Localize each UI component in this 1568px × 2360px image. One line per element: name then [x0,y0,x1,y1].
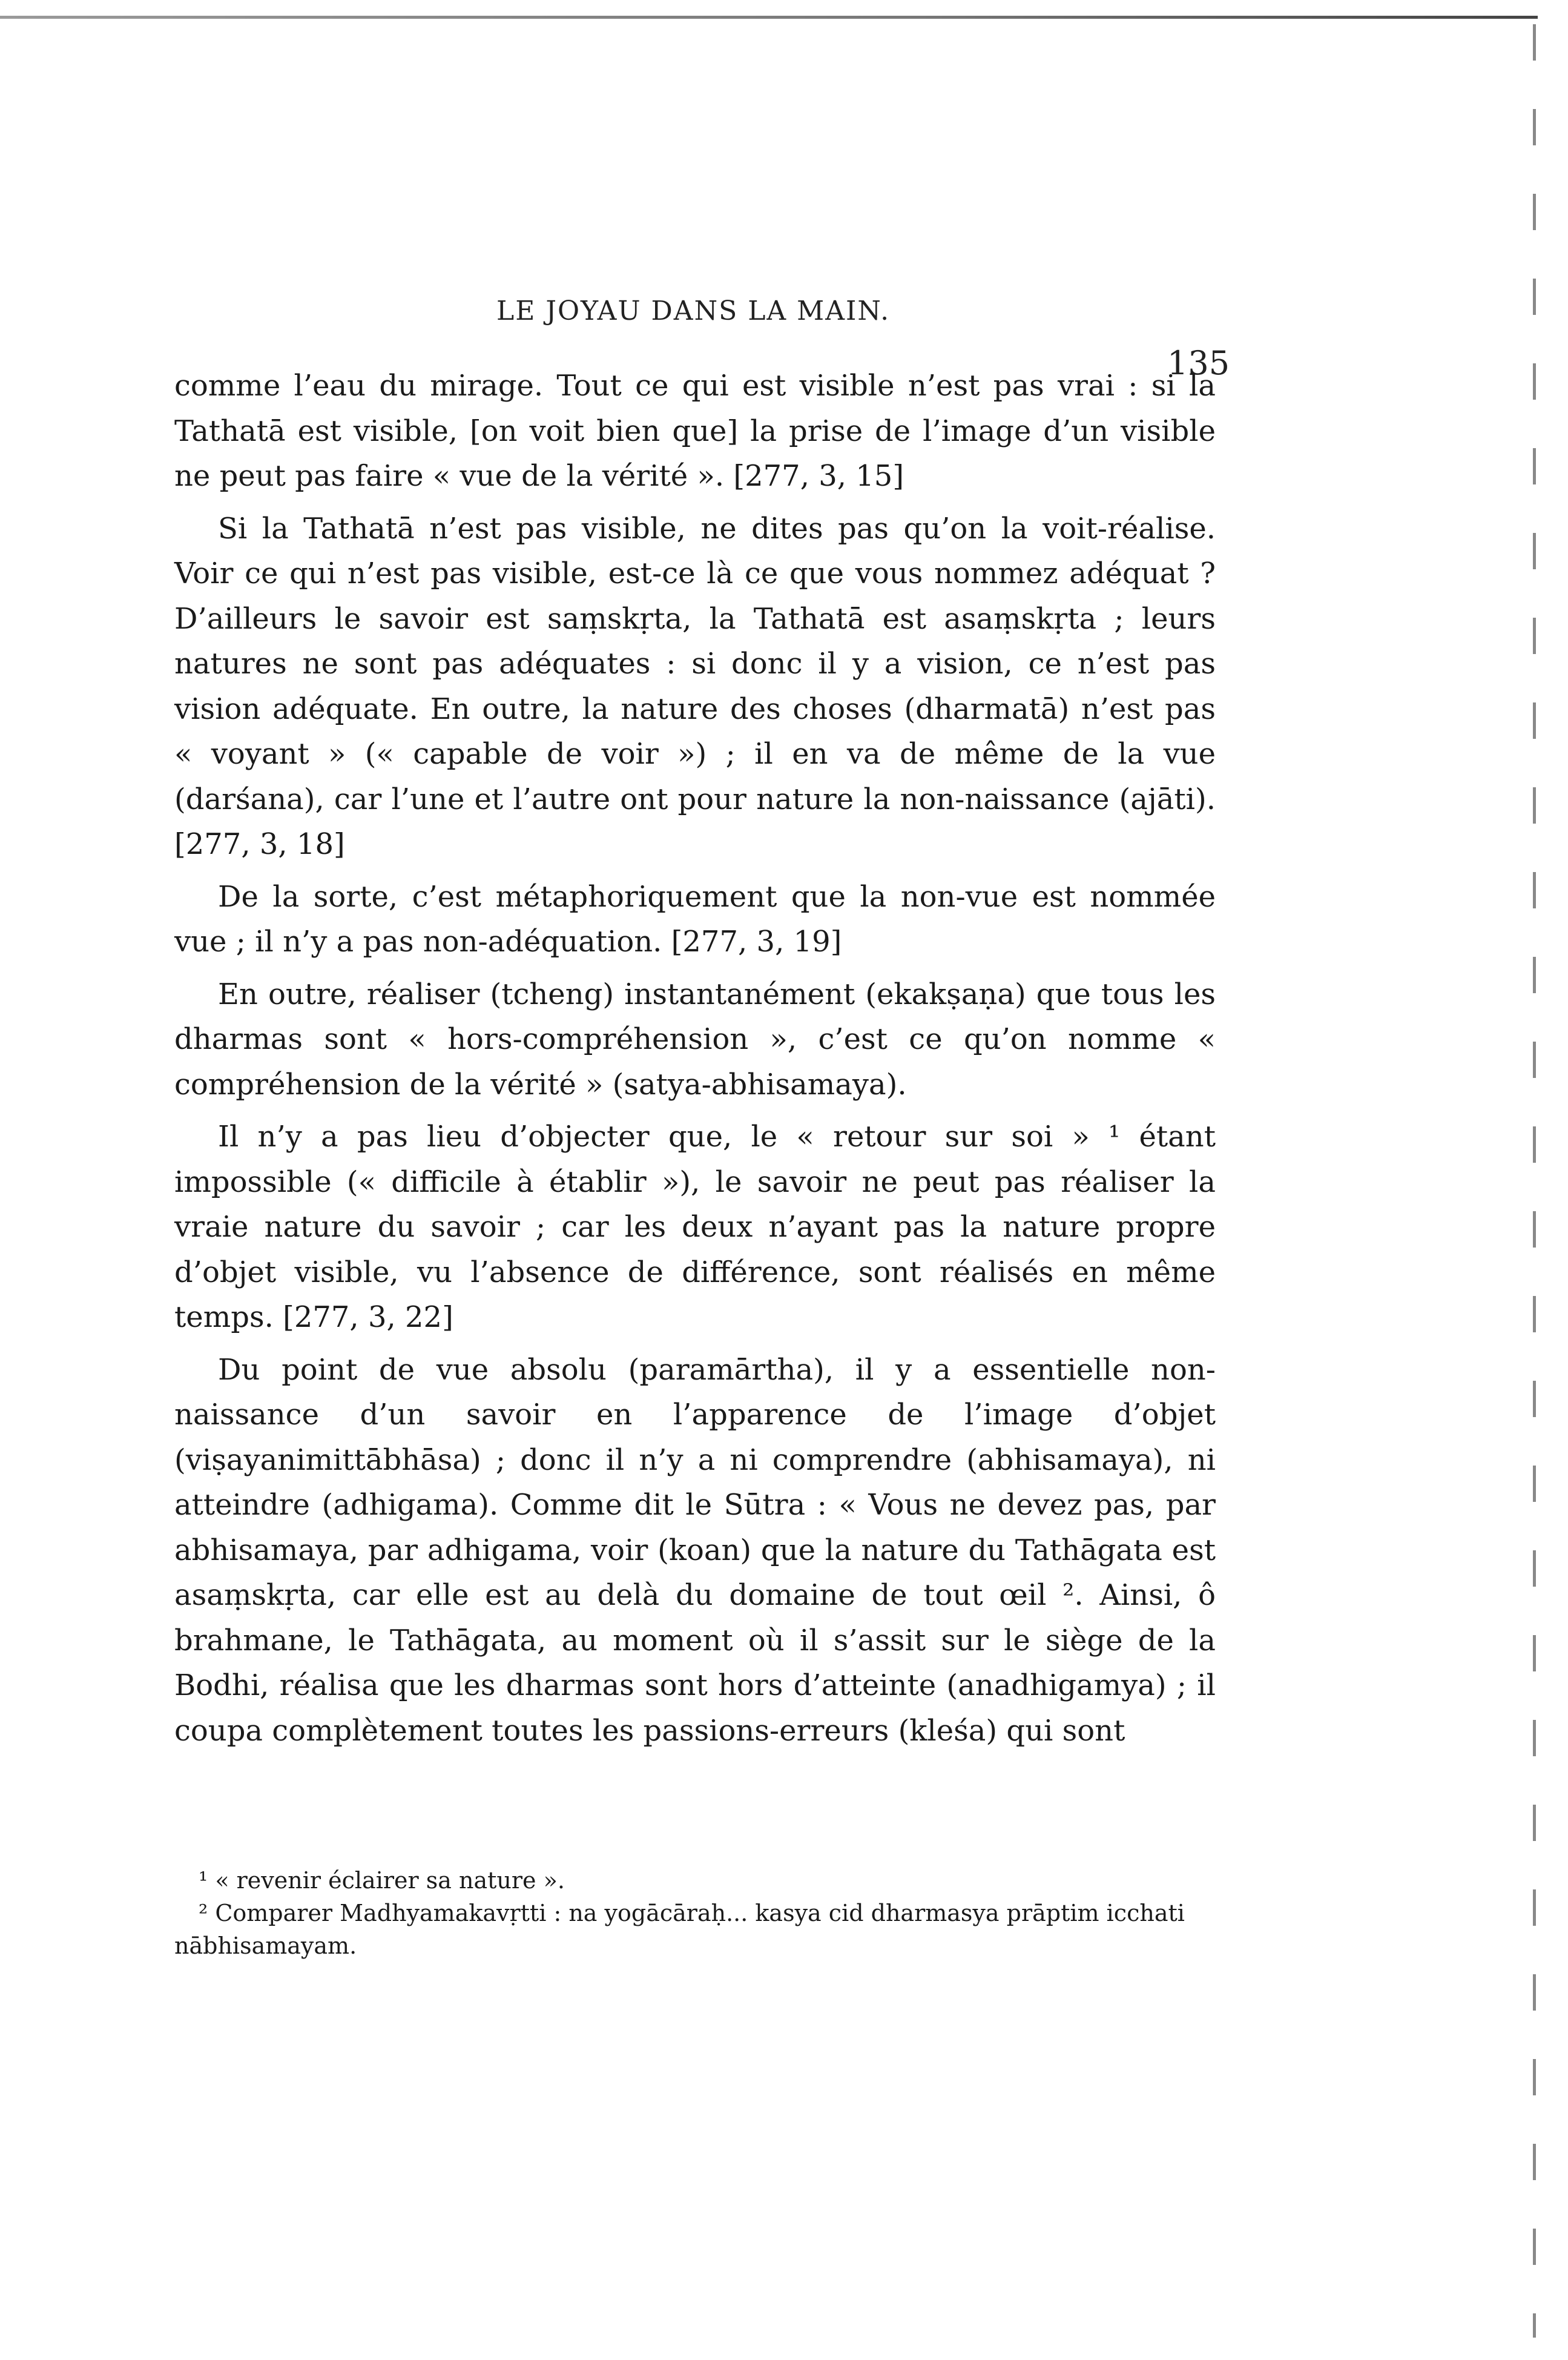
paragraph-4: En outre, réaliser (tcheng) instantanément (ekakṣaṇa) que tous les dharmas sont « hors-compréhension », c’est ce qu’on nomme « compréhension de la vérité » (satya-abhisamaya). [174,977,1216,1102]
paragraph-5: Il n’y a pas lieu d’objecter que, le « retour sur soi » ¹ étant impossible (« difficile à établir »), le savoir ne peut pas réaliser la vraie nature du savoir ; car les deux n’ayant pas la nature propre d’objet visible, vu l’absence de différence, sont réalisés en même temps. [277, 3, 22] [174,1120,1216,1334]
paragraph-6: Du point de vue absolu (paramārtha), il y a essentielle non-naissance d’un savoir en l’apparence de l’image d’objet (viṣayanimittābhāsa) ; donc il n’y a ni comprendre (abhisamaya), ni atteindre (adhigama). Comme dit le Sūtra : « Vous ne devez pas, par abhisamaya, par adhigama, voir (koan) que la nature du Tathāgata est asaṃskṛta, car elle est au delà du domaine de tout œil ². Ainsi, ô brahmane, le Tathāgata, au moment où il s’assit sur le siège de la Bodhi, réalisa que les dharmas sont hors d’atteinte (anadhigamya) ; il coupa complètement toutes les passions-erreurs (kleśa) qui sont [174,1352,1216,1748]
scan-edge-top [0,16,1538,19]
body-text [174,363,1216,1753]
scan-edge-right [1533,24,1536,2338]
paragraph-1: comme l’eau du mirage. Tout ce qui est visible n’est pas vrai : si la Tathatā est visible, [on voit bien que] la prise de l’image d’un visible ne peut pas faire « vue de la vérité ». [277, 3, 15] [174,369,1216,493]
paragraph-3: De la sorte, c’est métaphoriquement que la non-vue est nommée vue ; il n’y a pas non-adéquation. [277, 3, 19] [174,879,1216,959]
running-title: LE JOYAU DANS LA MAIN. [496,296,891,326]
footnote-2: ² Comparer Madhyamakavṛtti : na yogācāraḥ... kasya cid dharmasya prāptim icchati nābhisamayam. [174,1900,1185,1959]
page-number: 135 [1167,344,1230,382]
footnote-1: ¹ « revenir éclairer sa nature ». [199,1867,565,1894]
paragraph-2: Si la Tathatā n’est pas visible, ne dites pas qu’on la voit-réalise. Voir ce qui n’est pas visible, est-ce là ce que vous nommez adéquat ? D’ailleurs le savoir est saṃskṛta, la Tathatā est asaṃskṛta ; leurs natures ne sont pas adéquates : si donc il y a vision, ce n’est pas vision adéquate. En outre, la nature des choses (dharmatā) n’est pas « voyant » (« capable de voir ») ; il en va de même de la vue (darśana), car l’une et l’autre ont pour nature la non-naissance (ajāti). [277, 3, 18] [174,511,1216,861]
footnotes [174,1864,1216,1962]
